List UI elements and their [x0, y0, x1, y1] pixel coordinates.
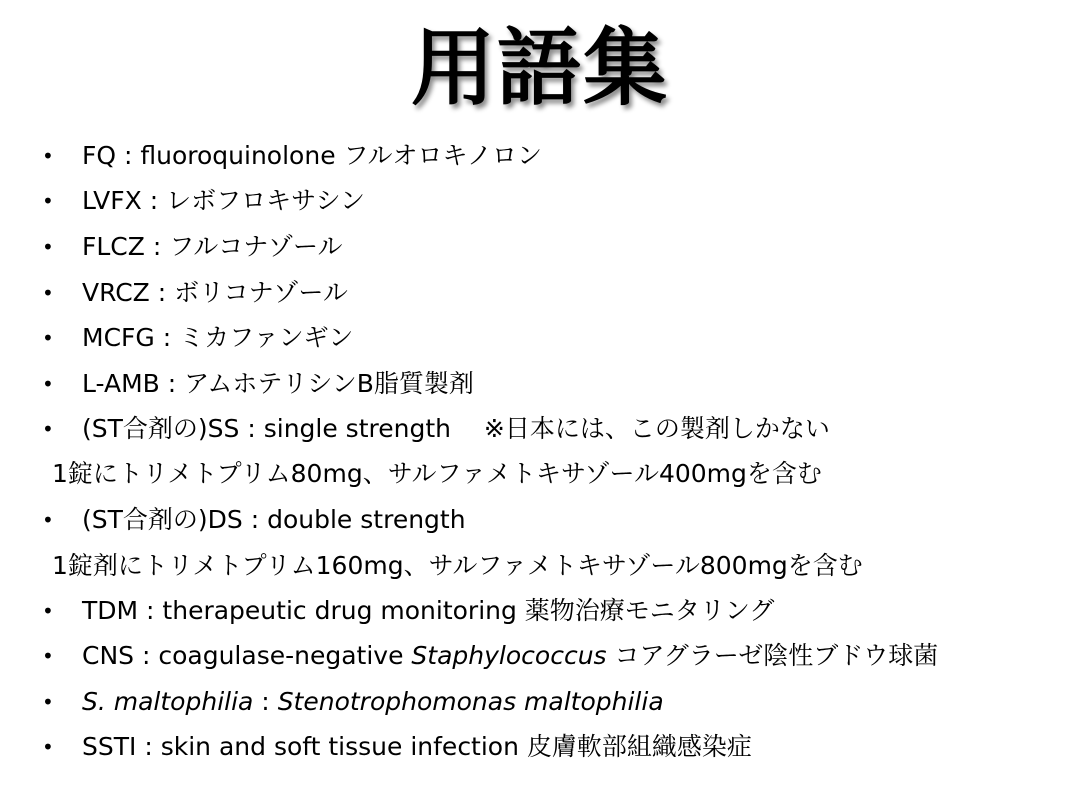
- term-separator: :: [154, 323, 180, 352]
- term-definition: coagulase-negative: [158, 641, 412, 670]
- term-abbreviation: (ST合剤の)DS: [82, 505, 243, 534]
- term-separator: :: [159, 369, 185, 398]
- term-abbreviation: CNS: [82, 641, 135, 670]
- term-definition-italic: Stenotrophomonas maltophilia: [277, 687, 664, 716]
- glossary-entry: [82, 227, 342, 267]
- term-abbreviation: MCFG: [82, 323, 155, 352]
- bullet-marker: •: [42, 326, 54, 350]
- term-definition: ボリコナゾール: [174, 278, 348, 307]
- bullet-marker: •: [42, 144, 54, 168]
- bullet-marker: •: [42, 372, 54, 396]
- bullet-marker: •: [42, 599, 54, 623]
- glossary-entry: [82, 500, 466, 540]
- term-separator: :: [138, 596, 163, 625]
- term-separator: :: [253, 687, 278, 716]
- term-definition: コアグラーゼ陰性ブドウ球菌: [606, 641, 939, 670]
- term-abbreviation: VRCZ: [82, 278, 150, 307]
- term-definition-italic: Staphylococcus: [411, 641, 607, 670]
- term-separator: :: [116, 141, 141, 170]
- bullet-marker: •: [42, 281, 54, 305]
- term-separator: :: [134, 641, 159, 670]
- glossary-entry: [82, 318, 353, 358]
- term-definition: skin and soft tissue infection 皮膚軟部組織感染症: [160, 732, 752, 761]
- glossary-entry: [82, 727, 752, 767]
- glossary-note: 1錠にトリメトプリム80mg、サルファメトキサゾール400mgを含む: [52, 459, 822, 488]
- glossary-entry: [82, 181, 365, 221]
- glossary-entry: [82, 136, 542, 176]
- glossary-entry: [82, 273, 348, 313]
- term-separator: :: [136, 732, 161, 761]
- term-separator: :: [141, 186, 167, 215]
- term-separator: :: [239, 414, 264, 443]
- term-definition: double strength: [267, 505, 466, 534]
- bullet-marker: •: [42, 235, 54, 259]
- bullet-marker: •: [42, 417, 54, 441]
- term-abbreviation: FLCZ: [82, 232, 145, 261]
- page-title: 用語集: [410, 19, 669, 117]
- bullet-marker: •: [42, 644, 54, 668]
- term-abbreviation: FQ: [82, 141, 117, 170]
- term-definition: レボフロキサシン: [166, 186, 366, 215]
- bullet-marker: •: [42, 508, 54, 532]
- glossary-entry: [82, 591, 774, 631]
- bullet-marker: •: [42, 189, 54, 213]
- glossary-entry: [82, 636, 938, 676]
- term-separator: :: [144, 232, 170, 261]
- term-abbreviation: TDM: [82, 596, 139, 625]
- term-abbreviation-italic: S. maltophilia: [82, 687, 254, 716]
- term-separator: :: [242, 505, 268, 534]
- glossary-entry: [82, 409, 830, 449]
- bullet-marker: •: [42, 690, 54, 714]
- term-definition: ミカファンギン: [179, 323, 354, 352]
- term-abbreviation: (ST合剤の)SS: [82, 414, 240, 443]
- glossary-note: 1錠剤にトリメトプリム160mg、サルファメトキサゾール800mgを含む: [52, 551, 863, 580]
- glossary-entry: [82, 364, 474, 404]
- term-definition: therapeutic drug monitoring 薬物治療モニタリング: [162, 596, 775, 625]
- term-definition: アムホテリシンB脂質製剤: [184, 369, 474, 398]
- glossary-entry: [82, 682, 664, 722]
- term-separator: :: [149, 278, 175, 307]
- term-abbreviation: L-AMB: [82, 369, 160, 398]
- term-abbreviation: LVFX: [82, 186, 142, 215]
- term-definition: fluoroquinolone フルオロキノロン: [140, 141, 543, 170]
- term-abbreviation: SSTI: [82, 732, 137, 761]
- bullet-marker: •: [42, 735, 54, 759]
- term-definition: フルコナゾール: [169, 232, 343, 261]
- term-definition: single strength ※日本には、この製剤しかない: [263, 414, 830, 443]
